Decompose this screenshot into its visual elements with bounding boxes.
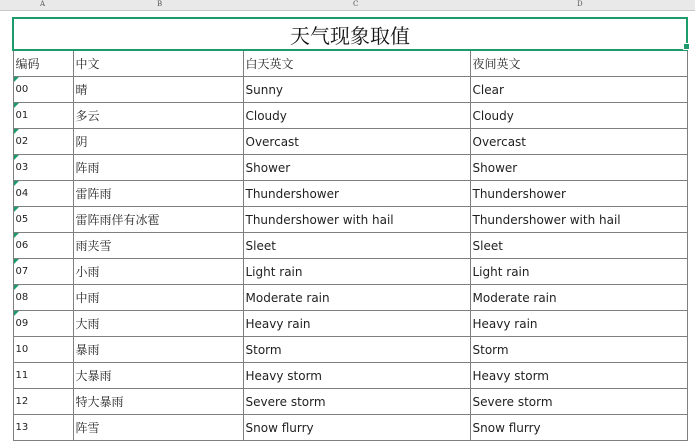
column-header-c[interactable]: C <box>353 0 359 8</box>
cell-code[interactable]: 03 <box>13 155 73 181</box>
cell-code[interactable]: 04 <box>13 181 73 207</box>
table-row <box>13 181 687 207</box>
cell-code[interactable]: 12 <box>13 389 73 415</box>
cell-day-english[interactable]: Snow flurry <box>243 415 470 441</box>
cell-night-english[interactable]: Cloudy <box>470 103 687 129</box>
cell-chinese[interactable]: 雷阵雨 <box>73 181 243 207</box>
cell-code[interactable]: 13 <box>13 415 73 441</box>
cell-day-english[interactable]: Heavy rain <box>243 311 470 337</box>
header-row <box>13 50 687 77</box>
cell-code[interactable]: 00 <box>13 77 73 103</box>
cell-day-english[interactable]: Sunny <box>243 77 470 103</box>
cell-chinese[interactable]: 大暴雨 <box>73 363 243 389</box>
cell-night-english[interactable]: Thundershower with hail <box>470 207 687 233</box>
cell-code[interactable]: 02 <box>13 129 73 155</box>
cell-chinese[interactable]: 多云 <box>73 103 243 129</box>
cell-code[interactable]: 08 <box>13 285 73 311</box>
cell-chinese[interactable]: 阵雪 <box>73 415 243 441</box>
cell-code[interactable]: 01 <box>13 103 73 129</box>
cell-night-english[interactable]: Heavy rain <box>470 311 687 337</box>
cell-code[interactable]: 07 <box>13 259 73 285</box>
column-header-a[interactable]: A <box>40 0 46 8</box>
table-row <box>13 337 687 363</box>
cell-night-english[interactable]: Severe storm <box>470 389 687 415</box>
cell-code[interactable]: 06 <box>13 233 73 259</box>
cell-day-english[interactable]: Thundershower <box>243 181 470 207</box>
cell-code[interactable]: 09 <box>13 311 73 337</box>
cell-night-english[interactable]: Heavy storm <box>470 363 687 389</box>
cell-day-english[interactable]: Cloudy <box>243 103 470 129</box>
table-row <box>13 285 687 311</box>
column-header-d[interactable]: D <box>577 0 583 8</box>
cell-night-english[interactable]: Thundershower <box>470 181 687 207</box>
cell-chinese[interactable]: 大雨 <box>73 311 243 337</box>
cell-night-english[interactable]: Sleet <box>470 233 687 259</box>
column-header-b[interactable]: B <box>157 0 163 8</box>
table-row <box>13 129 687 155</box>
cell-chinese[interactable]: 中雨 <box>73 285 243 311</box>
cell-code[interactable]: 11 <box>13 363 73 389</box>
table-row <box>13 77 687 103</box>
header-cell-code[interactable]: 编码 <box>13 50 73 77</box>
cell-day-english[interactable]: Sleet <box>243 233 470 259</box>
cell-chinese[interactable]: 雷阵雨伴有冰雹 <box>73 207 243 233</box>
table-row <box>13 389 687 415</box>
cell-night-english[interactable]: Shower <box>470 155 687 181</box>
table-row <box>13 155 687 181</box>
table-row <box>13 207 687 233</box>
cell-night-english[interactable]: Overcast <box>470 129 687 155</box>
cell-night-english[interactable]: Storm <box>470 337 687 363</box>
cell-day-english[interactable]: Severe storm <box>243 389 470 415</box>
table-row <box>13 233 687 259</box>
title-row <box>13 18 687 50</box>
cell-day-english[interactable]: Storm <box>243 337 470 363</box>
cell-night-english[interactable]: Light rain <box>470 259 687 285</box>
data-table <box>12 17 688 441</box>
header-cell-day-english[interactable]: 白天英文 <box>243 50 470 77</box>
cell-chinese[interactable]: 暴雨 <box>73 337 243 363</box>
cell-chinese[interactable]: 雨夹雪 <box>73 233 243 259</box>
cell-night-english[interactable]: Moderate rain <box>470 285 687 311</box>
cell-chinese[interactable]: 晴 <box>73 77 243 103</box>
cell-chinese[interactable]: 小雨 <box>73 259 243 285</box>
cell-chinese[interactable]: 阵雨 <box>73 155 243 181</box>
cell-code[interactable]: 10 <box>13 337 73 363</box>
table-row <box>13 363 687 389</box>
cell-chinese[interactable]: 特大暴雨 <box>73 389 243 415</box>
cell-night-english[interactable]: Snow flurry <box>470 415 687 441</box>
cell-day-english[interactable]: Thundershower with hail <box>243 207 470 233</box>
cell-code[interactable]: 05 <box>13 207 73 233</box>
header-cell-night-english[interactable]: 夜间英文 <box>470 50 687 77</box>
column-header-bar <box>0 0 695 11</box>
selection-fill-handle[interactable] <box>683 43 690 50</box>
table-row <box>13 415 687 441</box>
table-row <box>13 311 687 337</box>
title-cell[interactable]: 天气现象取值 <box>13 18 687 50</box>
cell-day-english[interactable]: Moderate rain <box>243 285 470 311</box>
cell-chinese[interactable]: 阴 <box>73 129 243 155</box>
cell-day-english[interactable]: Shower <box>243 155 470 181</box>
header-cell-chinese[interactable]: 中文 <box>73 50 243 77</box>
cell-day-english[interactable]: Heavy storm <box>243 363 470 389</box>
cell-night-english[interactable]: Clear <box>470 77 687 103</box>
table-row <box>13 259 687 285</box>
cell-day-english[interactable]: Overcast <box>243 129 470 155</box>
table-row <box>13 103 687 129</box>
cell-day-english[interactable]: Light rain <box>243 259 470 285</box>
